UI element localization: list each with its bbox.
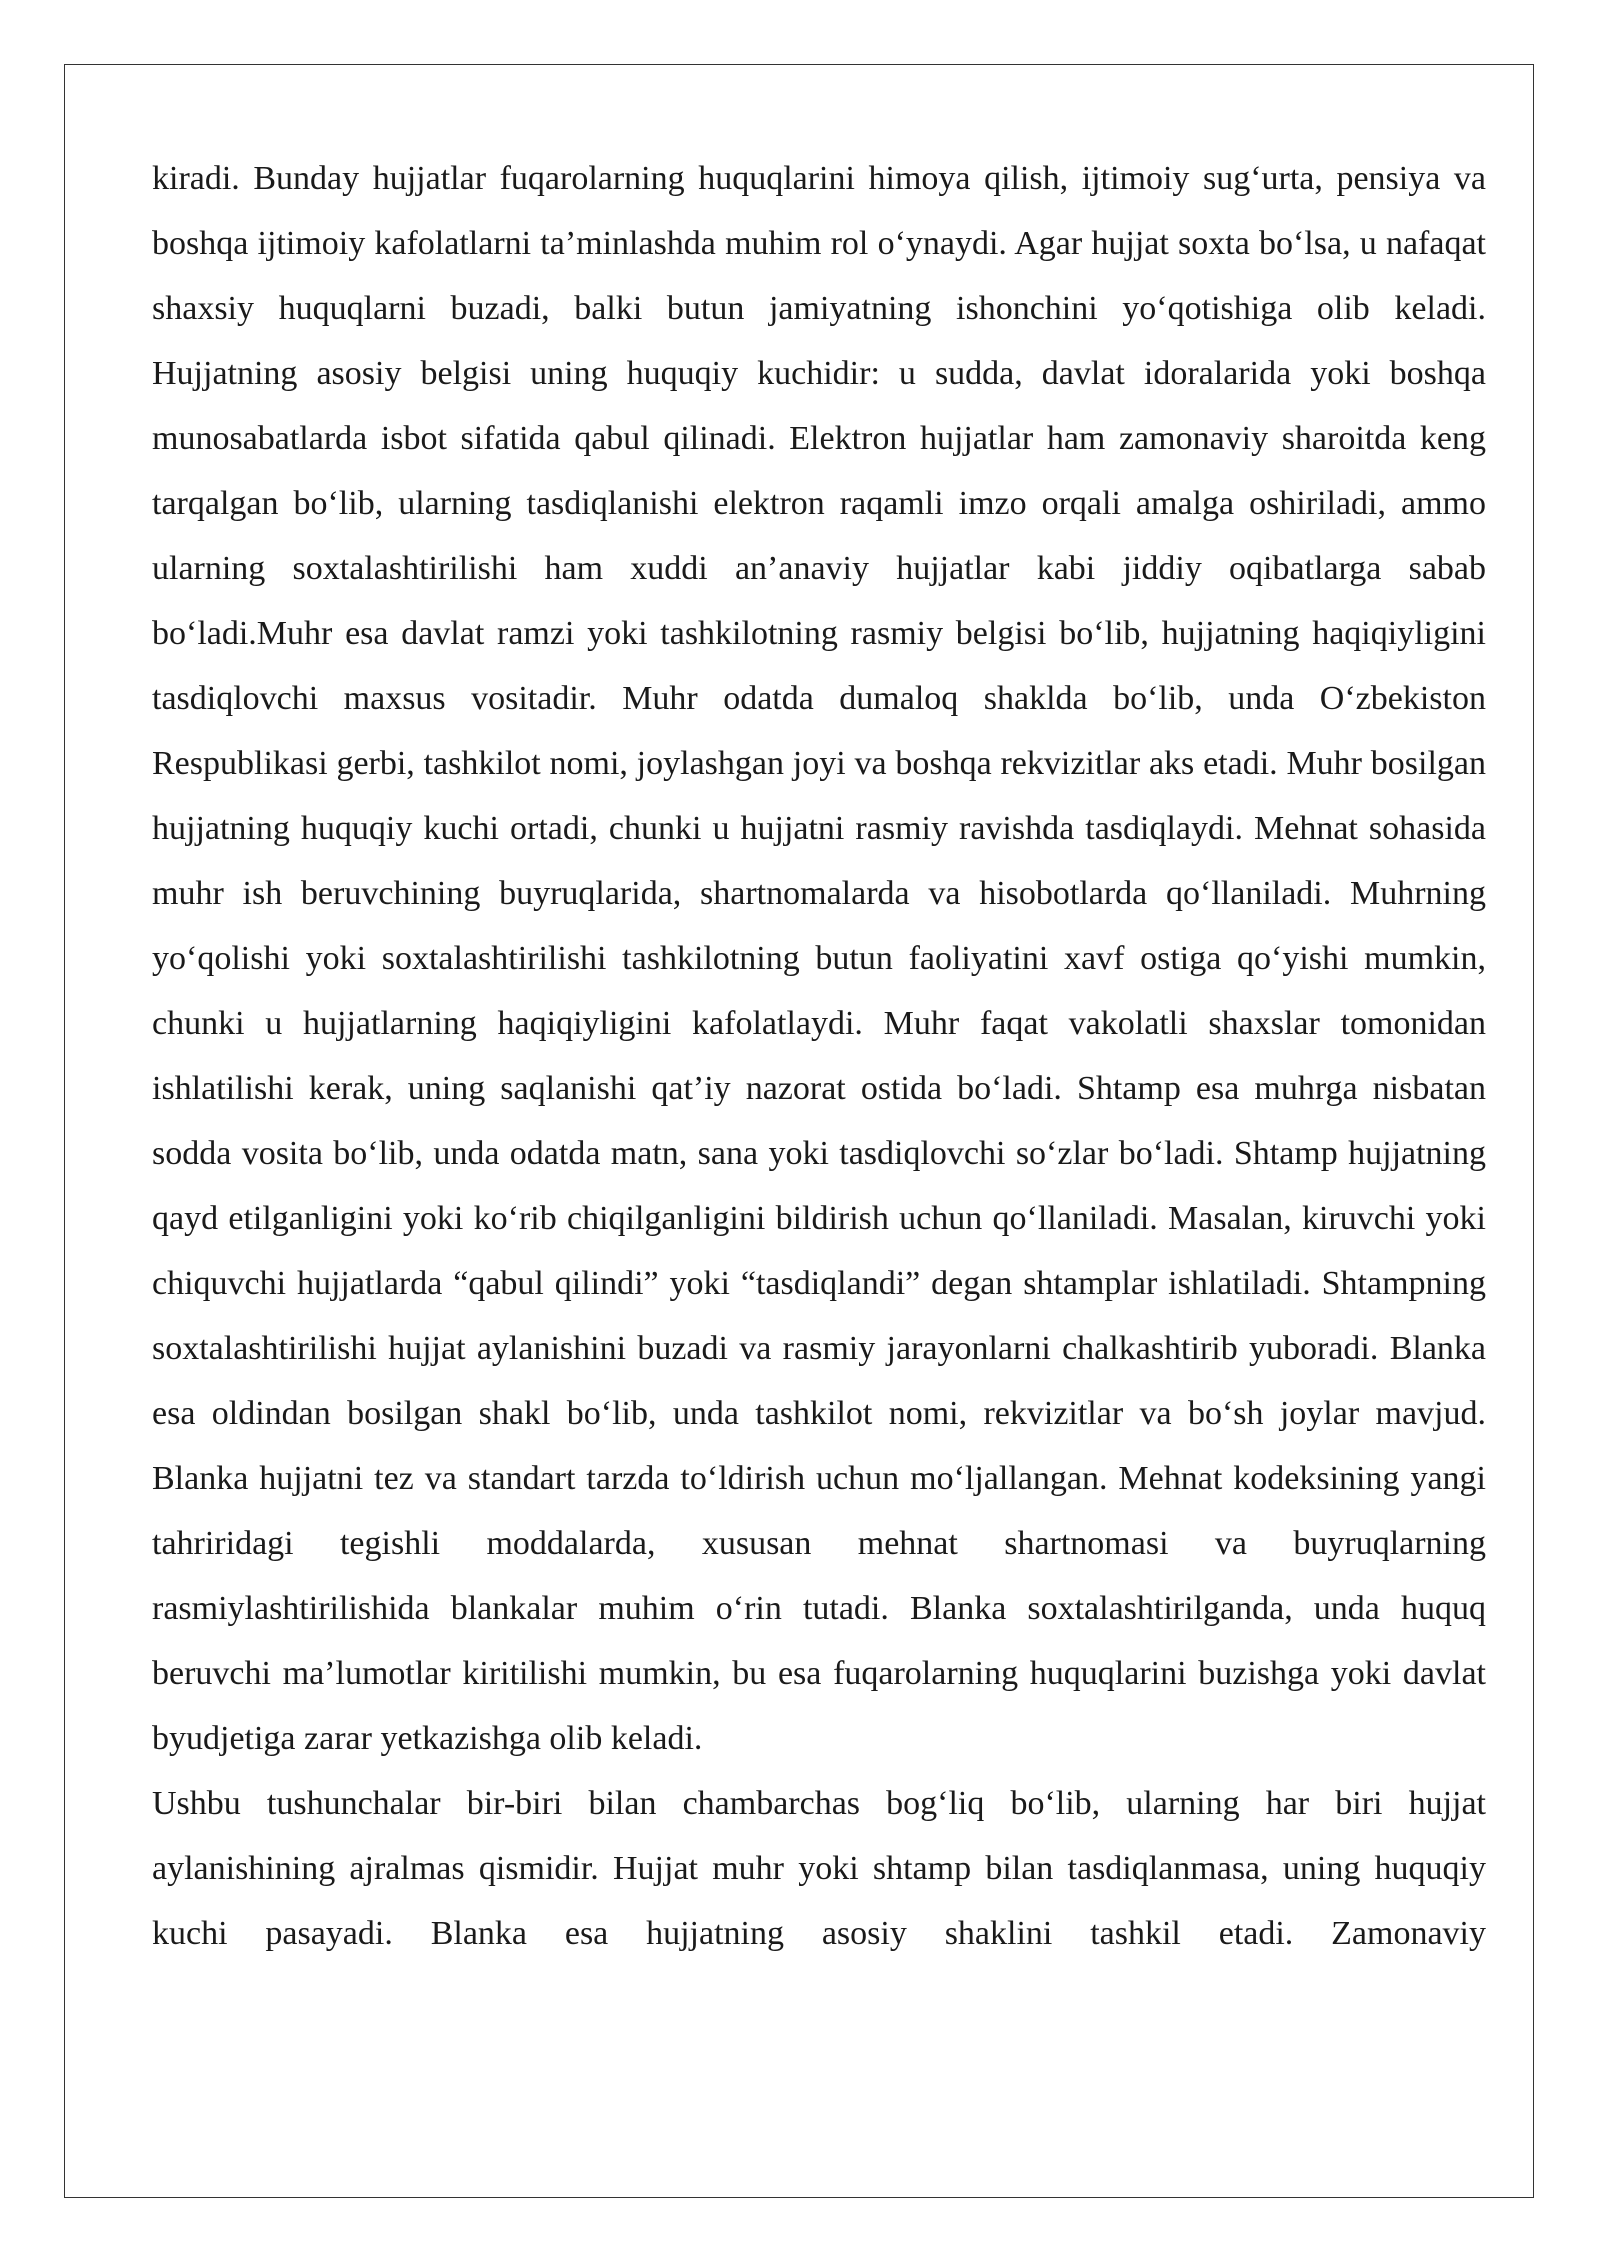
document-body (152, 146, 1486, 1966)
paragraph: kiradi. Bunday hujjatlar fuqarolarning huquqlarini himoya qilish, ijtimoiy sug‘urta, pensiya va boshqa ijtimoiy kafolatlarni ta’minlashda muhim rol o‘ynaydi. Agar hujjat soxta bo‘lsa, u nafaqat shaxsiy huquqlarni buzadi, balki butun jamiyatning ishonchini yo‘qotishiga olib keladi. Hujjatning asosiy belgisi uning huquqiy kuchidir: u sudda, davlat idoralarida yoki boshqa munosabatlarda isbot sifatida qabul qilinadi. Elektron hujjatlar ham zamonaviy sharoitda keng tarqalgan bo‘lib, ularning tasdiqlanishi elektron raqamli imzo orqali amalga oshiriladi, ammo ularning soxtalashtirilishi ham xuddi an’anaviy hujjatlar kabi jiddiy oqibatlarga sabab bo‘ladi.Muhr esa davlat ramzi yoki tashkilotning rasmiy belgisi bo‘lib, hujjatning haqiqiyligini tasdiqlovchi maxsus vositadir. Muhr odatda dumaloq shaklda bo‘lib, unda O‘zbekiston Respublikasi gerbi, tashkilot nomi, joylashgan joyi va boshqa rekvizitlar aks etadi. Muhr bosilgan hujjatning huquqiy kuchi ortadi, chunki u hujjatni rasmiy ravishda tasdiqlaydi. Mehnat sohasida muhr ish beruvchining buyruqlarida, shartnomalarda va hisobotlarda qo‘llaniladi. Muhrning yo‘qolishi yoki soxtalashtirilishi tashkilotning butun faoliyatini xavf ostiga qo‘yishi mumkin, chunki u hujjatlarning haqiqiyligini kafolatlaydi. Muhr faqat vakolatli shaxslar tomonidan ishlatilishi kerak, uning saqlanishi qat’iy nazorat ostida bo‘ladi. Shtamp esa muhrga nisbatan sodda vosita bo‘lib, unda odatda matn, sana yoki tasdiqlovchi so‘zlar bo‘ladi. Shtamp hujjatning qayd etilganligini yoki ko‘rib chiqilganligini bildirish uchun qo‘llaniladi. Masalan, kiruvchi yoki chiquvchi hujjatlarda “qabul qilindi” yoki “tasdiqlandi” degan shtamplar ishlatiladi. Shtampning soxtalashtirilishi hujjat aylanishini buzadi va rasmiy jarayonlarni chalkashtirib yuboradi. Blanka esa oldindan bosilgan shakl bo‘lib, unda tashkilot nomi, rekvizitlar va bo‘sh joylar mavjud. Blanka hujjatni tez va standart tarzda to‘ldirish uchun mo‘ljallangan. Mehnat kodeksining yangi tahriridagi tegishli moddalarda, xususan mehnat shartnomasi va buyruqlarning rasmiylashtirilishida blankalar muhim o‘rin tutadi. Blanka soxtalashtirilganda, unda huquq beruvchi ma’lumotlar kiritilishi mumkin, bu esa fuqarolarning huquqlarini buzishga yoki davlat byudjetiga zarar yetkazishga olib keladi. (152, 160, 1486, 1757)
paragraph: Ushbu tushunchalar bir-biri bilan chambarchas bog‘liq bo‘lib, ularning har biri hujjat aylanishining ajralmas qismidir. Hujjat muhr yoki shtamp bilan tasdiqlanmasa, uning huquqiy kuchi pasayadi. Blanka esa hujjatning asosiy shaklini tashkil etadi. Zamonaviy (152, 1785, 1486, 1952)
